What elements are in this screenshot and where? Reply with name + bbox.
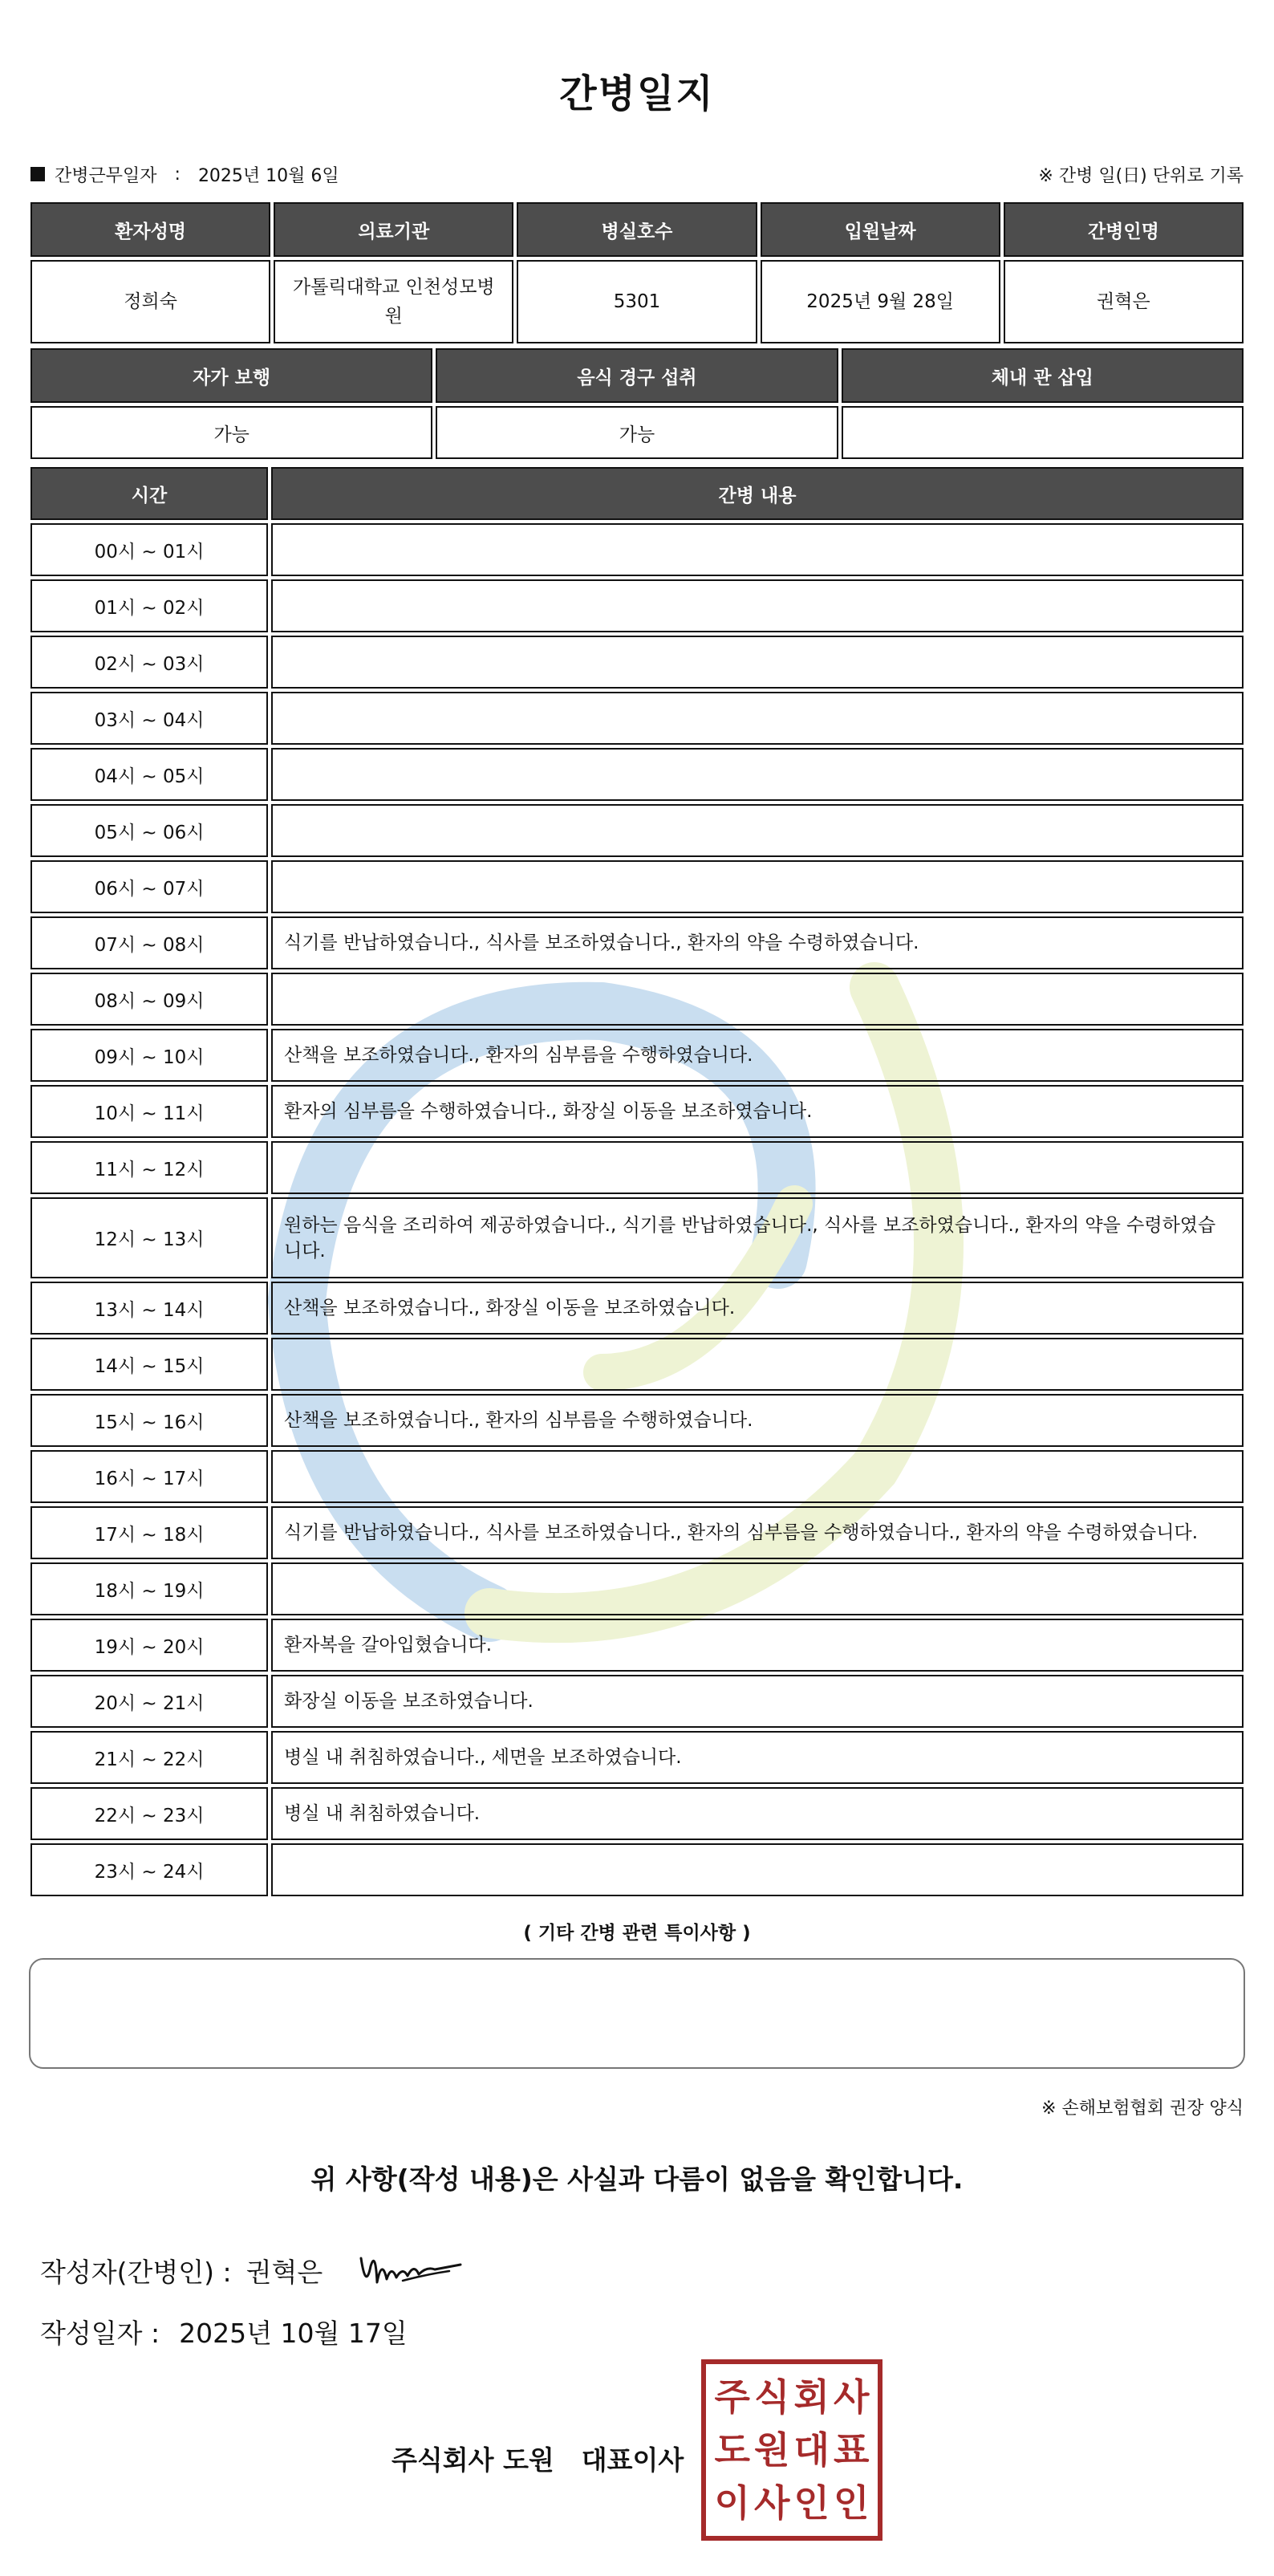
seal-char: 식 bbox=[754, 2375, 790, 2419]
content-cell: 식기를 반납하였습니다., 식사를 보조하였습니다., 환자의 심부름을 수행하였습니다., 환자의 약을 수령하였습니다. bbox=[271, 1506, 1244, 1559]
content-cell bbox=[271, 636, 1244, 689]
table-row bbox=[30, 692, 1244, 745]
table-row bbox=[30, 1843, 1244, 1896]
seal-char: 표 bbox=[834, 2428, 870, 2472]
work-date bbox=[30, 162, 339, 187]
content-cell: 병실 내 취침하였습니다. bbox=[271, 1787, 1244, 1840]
time-cell: 06시 ~ 07시 bbox=[30, 860, 268, 913]
seal-char: 도 bbox=[714, 2428, 750, 2472]
time-cell: 13시 ~ 14시 bbox=[30, 1282, 268, 1335]
status-header-row bbox=[30, 348, 1244, 403]
handwritten-signature bbox=[355, 2242, 467, 2298]
header-room-number: 병실호수 bbox=[517, 202, 757, 257]
special-notes-label: ( 기타 간병 관련 특이사항 ) bbox=[523, 1923, 751, 1944]
table-row bbox=[30, 1619, 1244, 1672]
table-row bbox=[30, 523, 1244, 576]
seal-char: 인 bbox=[793, 2481, 830, 2525]
content-cell bbox=[271, 1843, 1244, 1896]
table-row bbox=[30, 1085, 1244, 1138]
time-cell: 03시 ~ 04시 bbox=[30, 692, 268, 745]
time-cell: 14시 ~ 15시 bbox=[30, 1338, 268, 1391]
caregiver-name: 권혁은 bbox=[1004, 260, 1244, 343]
writer-line bbox=[40, 2242, 467, 2298]
written-date-line bbox=[40, 2313, 408, 2350]
table-row bbox=[30, 1029, 1244, 1082]
company-name: 주식회사 도원 bbox=[392, 2444, 554, 2476]
table-row bbox=[30, 1675, 1244, 1728]
document-title: 간병일지 bbox=[559, 71, 715, 116]
content-cell bbox=[271, 973, 1244, 1026]
admission-date: 2025년 9월 28일 bbox=[761, 260, 1000, 343]
tube-insertion-value bbox=[842, 406, 1244, 459]
confirmation-statement: 위 사항(작성 내용)은 사실과 다름이 없음을 확인합니다. bbox=[310, 2164, 964, 2195]
table-row bbox=[30, 1731, 1244, 1784]
content-cell bbox=[271, 1141, 1244, 1194]
content-cell: 원하는 음식을 조리하여 제공하였습니다., 식기를 반납하였습니다., 식사를 보조하였습니다., 환자의 약을 수령하였습니다. bbox=[271, 1197, 1244, 1278]
table-row bbox=[30, 1450, 1244, 1503]
meta-row bbox=[30, 160, 1244, 188]
header-tube-insertion: 체내 관 삽입 bbox=[842, 348, 1244, 403]
table-row bbox=[30, 1338, 1244, 1391]
seal-char: 회 bbox=[793, 2375, 830, 2419]
content-cell: 환자의 심부름을 수행하였습니다., 화장실 이동을 보조하였습니다. bbox=[271, 1085, 1244, 1138]
table-row bbox=[30, 916, 1244, 969]
status-value-row bbox=[30, 406, 1244, 459]
seal-char: 원 bbox=[754, 2428, 790, 2472]
work-date-value: 2025년 10월 6일 bbox=[197, 165, 339, 186]
content-cell: 산책을 보조하였습니다., 환자의 심부름을 수행하였습니다. bbox=[271, 1394, 1244, 1447]
log-header-row bbox=[30, 467, 1244, 520]
company-seal-stamp bbox=[701, 2359, 882, 2541]
table-row bbox=[30, 1394, 1244, 1447]
time-cell: 11시 ~ 12시 bbox=[30, 1141, 268, 1194]
content-cell bbox=[271, 748, 1244, 801]
seal-char: 사 bbox=[754, 2481, 790, 2525]
table-row bbox=[30, 636, 1244, 689]
time-cell: 19시 ~ 20시 bbox=[30, 1619, 268, 1672]
table-row bbox=[30, 1197, 1244, 1278]
content-cell bbox=[271, 1562, 1244, 1615]
writer-label: 작성자(간병인) : bbox=[40, 2256, 232, 2288]
patient-value-row bbox=[30, 260, 1244, 343]
header-admission-date: 입원날짜 bbox=[761, 202, 1000, 257]
time-cell: 22시 ~ 23시 bbox=[30, 1787, 268, 1840]
square-bullet-icon bbox=[30, 167, 45, 181]
header-hospital: 의료기관 bbox=[274, 202, 513, 257]
content-cell bbox=[271, 804, 1244, 857]
content-cell: 환자복을 갈아입혔습니다. bbox=[271, 1619, 1244, 1672]
patient-header-row bbox=[30, 202, 1244, 257]
content-cell bbox=[271, 692, 1244, 745]
header-oral-intake: 음식 경구 섭취 bbox=[436, 348, 838, 403]
content-cell: 병실 내 취침하였습니다., 세면을 보조하였습니다. bbox=[271, 1731, 1244, 1784]
time-cell: 18시 ~ 19시 bbox=[30, 1562, 268, 1615]
time-cell: 10시 ~ 11시 bbox=[30, 1085, 268, 1138]
header-time: 시간 bbox=[30, 467, 268, 520]
time-cell: 02시 ~ 03시 bbox=[30, 636, 268, 689]
time-cell: 21시 ~ 22시 bbox=[30, 1731, 268, 1784]
header-caregiver-name: 간병인명 bbox=[1004, 202, 1244, 257]
work-date-label: 간병근무일자 bbox=[55, 165, 157, 186]
written-date-value: 2025년 10월 17일 bbox=[179, 2318, 408, 2349]
time-cell: 20시 ~ 21시 bbox=[30, 1675, 268, 1728]
time-cell: 15시 ~ 16시 bbox=[30, 1394, 268, 1447]
oral-intake-value: 가능 bbox=[436, 406, 838, 459]
seal-char: 주 bbox=[714, 2375, 750, 2419]
daily-record-note: ※ 간병 일(日) 단위로 기록 bbox=[1038, 165, 1244, 186]
time-cell: 09시 ~ 10시 bbox=[30, 1029, 268, 1082]
log-body bbox=[30, 523, 1244, 1896]
patient-status-table bbox=[27, 345, 1247, 462]
special-notes-box bbox=[29, 1958, 1245, 2069]
header-care-content: 간병 내용 bbox=[271, 467, 1244, 520]
time-cell: 05시 ~ 06시 bbox=[30, 804, 268, 857]
table-row bbox=[30, 973, 1244, 1026]
table-row bbox=[30, 1787, 1244, 1840]
time-cell: 08시 ~ 09시 bbox=[30, 973, 268, 1026]
table-row bbox=[30, 1506, 1244, 1559]
time-cell: 07시 ~ 08시 bbox=[30, 916, 268, 969]
time-cell: 04시 ~ 05시 bbox=[30, 748, 268, 801]
table-row bbox=[30, 1141, 1244, 1194]
content-cell: 산책을 보조하였습니다., 환자의 심부름을 수행하였습니다. bbox=[271, 1029, 1244, 1082]
header-patient-name: 환자성명 bbox=[30, 202, 270, 257]
content-cell: 산책을 보조하였습니다., 화장실 이동을 보조하였습니다. bbox=[271, 1282, 1244, 1335]
table-row bbox=[30, 748, 1244, 801]
seal-char: 사 bbox=[834, 2375, 870, 2419]
header-self-walking: 자가 보행 bbox=[30, 348, 432, 403]
seal-char: 인 bbox=[834, 2481, 870, 2525]
time-cell: 23시 ~ 24시 bbox=[30, 1843, 268, 1896]
table-row bbox=[30, 804, 1244, 857]
hourly-care-log-table bbox=[27, 464, 1247, 1899]
table-row bbox=[30, 1562, 1244, 1615]
time-cell: 01시 ~ 02시 bbox=[30, 579, 268, 632]
time-cell: 00시 ~ 01시 bbox=[30, 523, 268, 576]
self-walking-value: 가능 bbox=[30, 406, 432, 459]
time-cell: 12시 ~ 13시 bbox=[30, 1197, 268, 1278]
content-cell: 화장실 이동을 보조하였습니다. bbox=[271, 1675, 1244, 1728]
content-cell bbox=[271, 579, 1244, 632]
content-cell bbox=[271, 1450, 1244, 1503]
room-number: 5301 bbox=[517, 260, 757, 343]
seal-char: 이 bbox=[714, 2481, 750, 2525]
time-cell: 17시 ~ 18시 bbox=[30, 1506, 268, 1559]
content-cell bbox=[271, 1338, 1244, 1391]
hospital-name: 가톨릭대학교 인천성모병원 bbox=[274, 260, 513, 343]
company-line bbox=[392, 2440, 684, 2477]
writer-name: 권혁은 bbox=[245, 2256, 323, 2288]
table-row bbox=[30, 579, 1244, 632]
company-representative-title: 대표이사 bbox=[581, 2444, 684, 2476]
table-row bbox=[30, 860, 1244, 913]
time-cell: 16시 ~ 17시 bbox=[30, 1450, 268, 1503]
patient-name: 정희숙 bbox=[30, 260, 270, 343]
table-row bbox=[30, 1282, 1244, 1335]
content-cell bbox=[271, 523, 1244, 576]
patient-info-table bbox=[27, 199, 1247, 347]
seal-char: 대 bbox=[793, 2428, 830, 2472]
seal-characters bbox=[712, 2371, 871, 2529]
recommendation-note: ※ 손해보험협회 권장 양식 bbox=[1041, 2099, 1244, 2119]
written-date-label: 작성일자 : bbox=[40, 2318, 160, 2349]
work-date-colon: : bbox=[174, 164, 181, 185]
content-cell bbox=[271, 860, 1244, 913]
content-cell: 식기를 반납하였습니다., 식사를 보조하였습니다., 환자의 약을 수령하였습니다. bbox=[271, 916, 1244, 969]
